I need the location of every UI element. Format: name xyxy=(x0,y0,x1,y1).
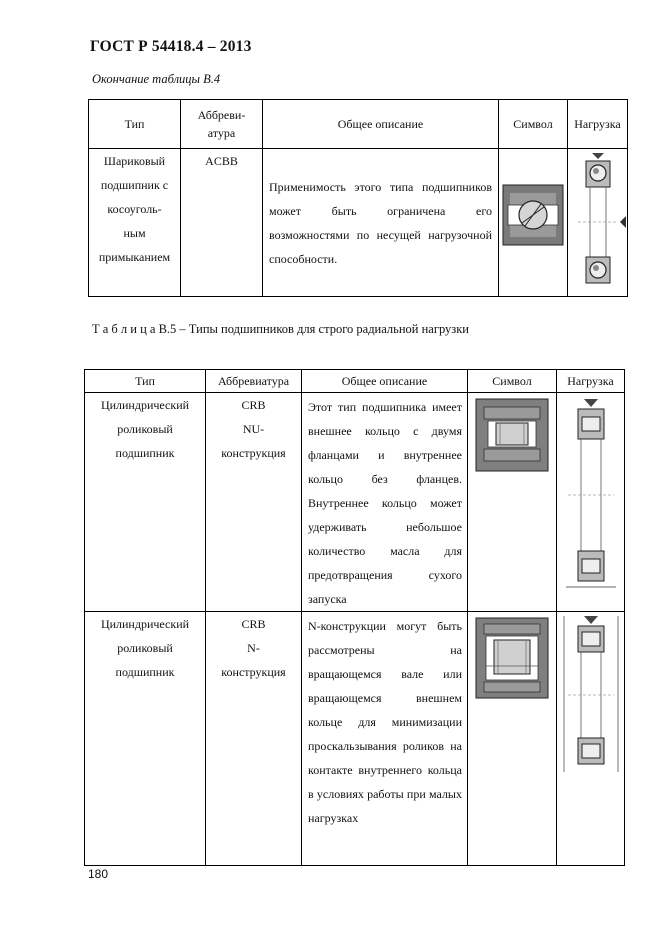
cell-symbol xyxy=(468,612,557,866)
header-type: Тип xyxy=(85,370,206,393)
cell-symbol xyxy=(468,393,557,612)
type-line: подшипник xyxy=(115,446,175,460)
type-line: Цилиндрический xyxy=(100,617,190,631)
type-line: роликовый xyxy=(117,641,173,655)
cell-description: Применимость этого типа подшипников может быть ограничена его возможностями по несущей нагрузочной способности. xyxy=(263,149,499,297)
radial-load-diagram-icon xyxy=(558,612,624,772)
table-title: В.5 – Типы подшипников для строго радиальной нагрузки xyxy=(155,322,469,336)
type-line: Шариковый xyxy=(103,154,166,168)
type-line: примыканием xyxy=(98,250,171,264)
header-abbr-line1: Аббреви- xyxy=(197,108,246,122)
table-row xyxy=(85,612,625,866)
cell-load xyxy=(557,612,625,866)
cell-description: N-конструкции могут быть рассмотрены на вращающемся вале или вращающемся внешнем кольце для минимизации проскальзывания роликов на контакте внутреннего кольца в условиях работы при малых нагрузках xyxy=(302,612,468,866)
type-line: подшипник с xyxy=(100,178,169,192)
document-header: ГОСТ Р 54418.4 – 2013 xyxy=(90,38,252,55)
page-number: 180 xyxy=(88,867,109,881)
header-symbol: Символ xyxy=(499,100,568,149)
ball-bearing-symbol-icon xyxy=(500,149,566,295)
abbr-line: CRB xyxy=(241,617,266,631)
table-b5-caption xyxy=(92,322,469,337)
cell-abbreviation: ACBB xyxy=(181,149,263,297)
type-line: ным xyxy=(123,226,146,240)
header-type: Тип xyxy=(89,100,181,149)
cell-abbreviation xyxy=(206,393,302,612)
axial-load-diagram-icon xyxy=(568,149,628,295)
table-label: Т а б л и ц а xyxy=(92,322,156,336)
nu-roller-bearing-symbol-icon xyxy=(472,395,552,475)
table-b5 xyxy=(84,369,625,866)
header-load: Нагрузка xyxy=(568,100,628,149)
abbr-line: конструкция xyxy=(221,665,286,679)
header-description: Общее описание xyxy=(263,100,499,149)
cell-abbreviation xyxy=(206,612,302,866)
abbr-line: N- xyxy=(247,641,260,655)
cell-description: Этот тип подшипника имеет внешнее кольцо с двумя фланцами и внутреннее кольцо без фланцев. Внутреннее кольцо может удерживать небольшое количество масла для предотвращения сухого запуска xyxy=(302,393,468,612)
abbr-line: конструкция xyxy=(221,446,286,460)
cell-type xyxy=(89,149,181,297)
n-roller-bearing-symbol-icon xyxy=(472,614,552,702)
table-continuation-caption: Окончание таблицы В.4 xyxy=(92,72,221,86)
type-line: Цилиндрический xyxy=(100,398,190,412)
header-description: Общее описание xyxy=(302,370,468,393)
header-abbreviation xyxy=(181,100,263,149)
header-abbr-line2: атура xyxy=(207,126,236,140)
cell-type xyxy=(85,393,206,612)
cell-load xyxy=(557,393,625,612)
header-abbreviation: Аббревиатура xyxy=(206,370,302,393)
cell-load xyxy=(568,149,628,297)
type-line: роликовый xyxy=(117,422,173,436)
type-line: косоуголь- xyxy=(107,202,162,216)
abbr-line: NU- xyxy=(242,422,265,436)
header-load: Нагрузка xyxy=(557,370,625,393)
radial-load-diagram-icon xyxy=(558,393,624,593)
table-b4-end xyxy=(88,99,628,297)
cell-symbol xyxy=(499,149,568,297)
cell-type xyxy=(85,612,206,866)
header-symbol: Символ xyxy=(468,370,557,393)
type-line: подшипник xyxy=(115,665,175,679)
abbr-line: CRB xyxy=(241,398,266,412)
table-row xyxy=(85,393,625,612)
